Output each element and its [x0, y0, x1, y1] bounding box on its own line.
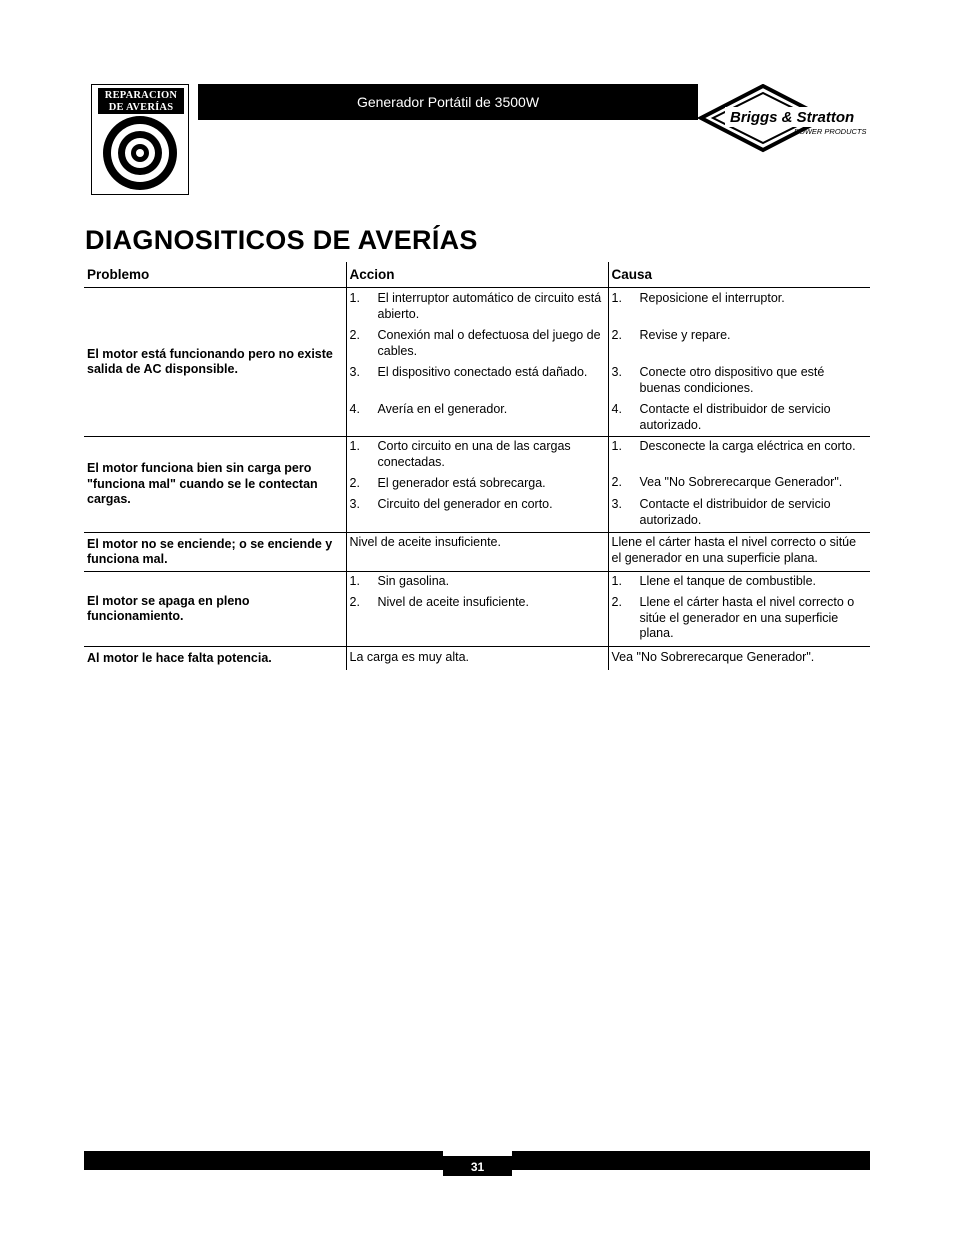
problem-cell: El motor está funcionando pero no existe salida de AC disponsible. [87, 346, 333, 376]
footer-bar-left [84, 1151, 443, 1170]
list-item: 4. Avería en el generador. [349, 402, 508, 416]
logo-line-1: REPARACION [104, 90, 178, 101]
target-icon [92, 113, 188, 193]
brand-sub: POWER PRODUCTS [794, 127, 867, 136]
list-item: 2. Conexión mal o defectuosa del juego de cables. [349, 328, 601, 358]
brand-name: Briggs & Stratton [730, 109, 855, 126]
list-item: 2. Llene el cárter hasta el nivel correcto o sitúe el generador en una superficie plana. [611, 595, 855, 640]
list-item: 1. Llene el tanque de combustible. [611, 574, 817, 588]
list-item: 1. Reposicione el interruptor. [611, 291, 785, 305]
cause-cell: Llene el cárter hasta el nivel correcto o sitúe el generador en una superficie plana. [608, 533, 870, 572]
table-row [84, 647, 870, 670]
logo-label [98, 88, 184, 114]
list-item: 3. Circuito del generador en corto. [349, 497, 553, 511]
action-cell [346, 437, 608, 533]
action-cell: La carga es muy alta. [346, 647, 608, 670]
list-item: 3. Contacte el distribuidor de servicio autorizado. [611, 497, 831, 527]
troubleshooting-logo [91, 84, 189, 195]
list-item: 4. Contacte el distribuidor de servicio autorizado. [611, 402, 831, 432]
table-row [84, 437, 870, 533]
table-row [84, 533, 870, 572]
action-cell: Nivel de aceite insuficiente. [346, 533, 608, 572]
list-item: 1. Desconecte la carga eléctrica en corto. [611, 439, 856, 453]
list-item: 3. El dispositivo conectado está dañado. [349, 365, 588, 379]
list-item: 3. Conecte otro dispositivo que esté buenas condiciones. [611, 365, 825, 395]
cause-cell [608, 437, 870, 533]
list-item: 2. Revise y repare. [611, 328, 731, 342]
list-item: 2. Nivel de aceite insuficiente. [349, 595, 529, 609]
cause-cell: Vea "No Sobrerecarque Generador". [608, 647, 870, 670]
cause-cell [608, 572, 870, 647]
table-row [84, 572, 870, 647]
footer-bar-right [512, 1151, 870, 1170]
problem-cell: El motor se apaga en pleno funcionamiento. [87, 593, 250, 623]
problem-cell: Al motor le hace falta potencia. [87, 650, 272, 665]
list-item: 2. Vea "No Sobrerecarque Generador". [611, 475, 843, 489]
header-cause: Causa [608, 262, 870, 288]
header-action: Accion [346, 262, 608, 288]
cause-cell [608, 288, 870, 437]
list-item: 1. El interruptor automático de circuito está abierto. [349, 291, 602, 321]
page-title: DIAGNOSITICOS DE AVERÍAS [85, 225, 478, 255]
table-row [84, 288, 870, 437]
logo-line-2: DE AVERÍAS [108, 101, 174, 113]
briggs-stratton-logo [697, 84, 873, 156]
action-cell [346, 288, 608, 437]
action-cell [346, 572, 608, 647]
table-header-row [84, 262, 870, 288]
problem-cell: El motor funciona bien sin carga pero "funciona mal" cuando se le contectan cargas. [87, 461, 318, 507]
document-title-bar: Generador Portátil de 3500W [198, 84, 698, 120]
list-item: 2. El generador está sobrecarga. [349, 476, 546, 490]
page-number: 31 [443, 1156, 512, 1176]
header-problem: Problemo [87, 266, 150, 282]
problem-cell: El motor no se enciende; o se enciende y funciona mal. [87, 536, 333, 566]
list-item: 1. Corto circuito en una de las cargas conectadas. [349, 439, 571, 469]
troubleshooting-table [84, 262, 870, 670]
list-item: 1. Sin gasolina. [349, 574, 450, 588]
